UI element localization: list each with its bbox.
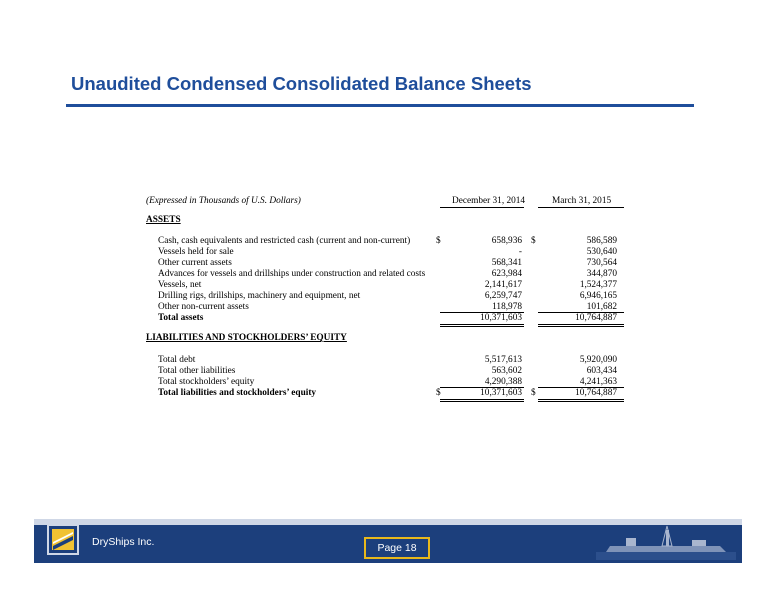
row-value-mar-2015: 603,434 bbox=[586, 366, 617, 376]
total-double-rule bbox=[538, 326, 624, 327]
row-value-dec-2014: 4,290,388 bbox=[484, 377, 522, 387]
column-header-mar-2015: March 31, 2015 bbox=[552, 196, 612, 206]
row-value-mar-2015: 6,946,165 bbox=[579, 291, 617, 301]
total-double-rule bbox=[538, 399, 624, 400]
currency-symbol: $ bbox=[531, 388, 536, 398]
total-double-rule bbox=[440, 401, 524, 402]
row-value-dec-2014: 2,141,617 bbox=[484, 280, 522, 290]
page-number-box bbox=[364, 537, 430, 559]
row-value-dec-2014: - bbox=[518, 247, 522, 257]
currency-symbol: $ bbox=[436, 388, 441, 398]
row-label: Advances for vessels and drillships under construction and related costs bbox=[158, 269, 426, 279]
row-label: Other non-current assets bbox=[158, 302, 249, 312]
table-caption: (Expressed in Thousands of U.S. Dollars) bbox=[146, 196, 301, 206]
row-label: Cash, cash equivalents and restricted cash (current and non-current) bbox=[158, 236, 411, 246]
total-assets-dec-2014: 10,371,603 bbox=[480, 313, 522, 323]
drillship-icon bbox=[596, 522, 736, 560]
liabilities-heading: LIABILITIES AND STOCKHOLDERS’ EQUITY bbox=[146, 333, 347, 343]
row-value-mar-2015: 530,640 bbox=[586, 247, 617, 257]
logo-icon bbox=[49, 526, 77, 553]
total-assets-label: Total assets bbox=[158, 313, 204, 323]
row-value-dec-2014: 658,936 bbox=[491, 236, 522, 246]
total-liabilities-mar-2015: 10,764,887 bbox=[575, 388, 617, 398]
row-value-mar-2015: 4,241,363 bbox=[579, 377, 617, 387]
total-assets-mar-2015: 10,764,887 bbox=[575, 313, 617, 323]
total-double-rule bbox=[538, 401, 624, 402]
row-value-mar-2015: 101,682 bbox=[586, 302, 617, 312]
row-label: Other current assets bbox=[158, 258, 232, 268]
row-label: Total stockholders’ equity bbox=[158, 377, 255, 387]
column-header-underline bbox=[440, 207, 524, 208]
total-double-rule bbox=[440, 326, 524, 327]
row-value-dec-2014: 623,984 bbox=[491, 269, 522, 279]
row-label: Total other liabilities bbox=[158, 366, 236, 376]
title-divider bbox=[66, 104, 694, 107]
row-value-dec-2014: 568,341 bbox=[491, 258, 522, 268]
row-value-dec-2014: 563,602 bbox=[491, 366, 522, 376]
row-label: Drilling rigs, drillships, machinery and equipment, net bbox=[158, 291, 361, 301]
row-value-mar-2015: 730,564 bbox=[586, 258, 617, 268]
company-logo bbox=[47, 524, 79, 555]
row-value-mar-2015: 586,589 bbox=[586, 236, 617, 246]
row-value-dec-2014: 6,259,747 bbox=[484, 291, 522, 301]
row-label: Vessels, net bbox=[158, 280, 202, 290]
total-double-rule bbox=[440, 324, 524, 325]
total-double-rule bbox=[538, 324, 624, 325]
currency-symbol: $ bbox=[531, 236, 536, 246]
row-value-mar-2015: 5,920,090 bbox=[579, 355, 617, 365]
row-value-mar-2015: 344,870 bbox=[586, 269, 617, 279]
total-liabilities-label: Total liabilities and stockholders’ equity bbox=[158, 388, 317, 398]
assets-heading: ASSETS bbox=[146, 215, 181, 225]
total-double-rule bbox=[440, 399, 524, 400]
currency-symbol: $ bbox=[436, 236, 441, 246]
column-header-underline bbox=[538, 207, 624, 208]
row-label: Total debt bbox=[158, 355, 196, 365]
row-value-dec-2014: 118,978 bbox=[492, 302, 522, 312]
page-title: Unaudited Condensed Consolidated Balance Sheets bbox=[71, 73, 532, 94]
row-label: Vessels held for sale bbox=[158, 247, 234, 257]
row-value-dec-2014: 5,517,613 bbox=[484, 355, 522, 365]
row-value-mar-2015: 1,524,377 bbox=[579, 280, 617, 290]
page-number: Page 18 bbox=[377, 542, 417, 554]
column-header-dec-2014: December 31, 2014 bbox=[452, 196, 526, 206]
total-liabilities-dec-2014: 10,371,603 bbox=[480, 388, 522, 398]
company-name: DryShips Inc. bbox=[92, 536, 155, 548]
